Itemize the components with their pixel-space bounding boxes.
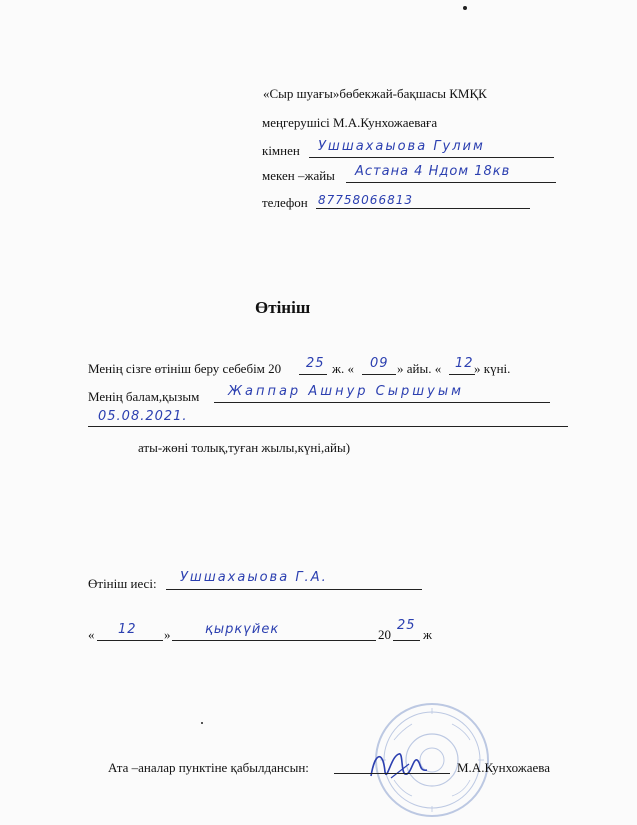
child-name-handwriting: Жаппар Ашнур Сыршуым	[228, 384, 464, 399]
day-underline	[449, 374, 475, 375]
director-signature	[365, 742, 435, 786]
date-day-underline	[97, 640, 163, 641]
month-handwriting: 09	[370, 356, 389, 371]
reason-prefix: Менің сізге өтініш беру себебім 20	[88, 361, 282, 376]
scan-mark	[463, 6, 467, 10]
applicant-label: Өтініш иесі:	[88, 576, 157, 591]
child-label: Менің балам,қызым	[88, 389, 200, 404]
director-name: М.А.Кунхожаева	[457, 760, 551, 775]
day-handwriting: 12	[455, 356, 474, 371]
date-year-suffix: ж	[423, 627, 432, 642]
month-suffix: » айы. «	[397, 361, 442, 376]
phone-handwriting: 87758066813	[318, 193, 413, 207]
org-line: «Сыр шуағы»бөбекжай-бақшасы КМҚК	[263, 86, 487, 101]
address-underline	[346, 182, 556, 183]
date-month-underline	[172, 640, 376, 641]
day-suffix: » күні.	[474, 361, 511, 376]
month-underline	[362, 374, 396, 375]
applicant-underline	[166, 589, 422, 590]
date-year-handwriting: 25	[397, 618, 416, 633]
from-underline	[309, 157, 554, 158]
year-suffix: ж. «	[332, 361, 354, 376]
date-year-underline	[393, 640, 420, 641]
date-year-prefix: 20	[378, 627, 391, 642]
director-line: меңгерушісі М.А.Кунхожаеваға	[262, 115, 438, 130]
child-dob-handwriting: 05.08.2021.	[98, 409, 188, 424]
child-dob-underline	[88, 426, 568, 427]
signature-underline	[334, 773, 450, 774]
from-handwriting: Ушшахаыова Гулим	[318, 139, 485, 154]
child-name-underline	[214, 402, 550, 403]
from-label: кімнен	[262, 143, 300, 158]
phone-label: телефон	[262, 195, 308, 210]
child-hint: аты-жөні толық,туған жылы,күні,айы)	[138, 440, 351, 455]
applicant-handwriting: Ушшахаыова Г.А.	[180, 570, 328, 585]
address-label: мекен –жайы	[262, 168, 335, 183]
date-month-handwriting: қыркүйек	[205, 622, 280, 637]
scan-speck	[201, 722, 203, 724]
phone-underline	[316, 208, 530, 209]
accepted-label: Ата –аналар пунктіне қабылдансын:	[108, 760, 309, 775]
date-close-quote: »	[164, 627, 171, 642]
document-title: Өтініш	[255, 298, 311, 317]
year-underline	[299, 374, 327, 375]
address-handwriting: Астана 4 Ндом 18кв	[355, 164, 511, 179]
date-open-quote: «	[88, 627, 95, 642]
year-handwriting: 25	[306, 356, 325, 371]
date-day-handwriting: 12	[118, 622, 137, 637]
